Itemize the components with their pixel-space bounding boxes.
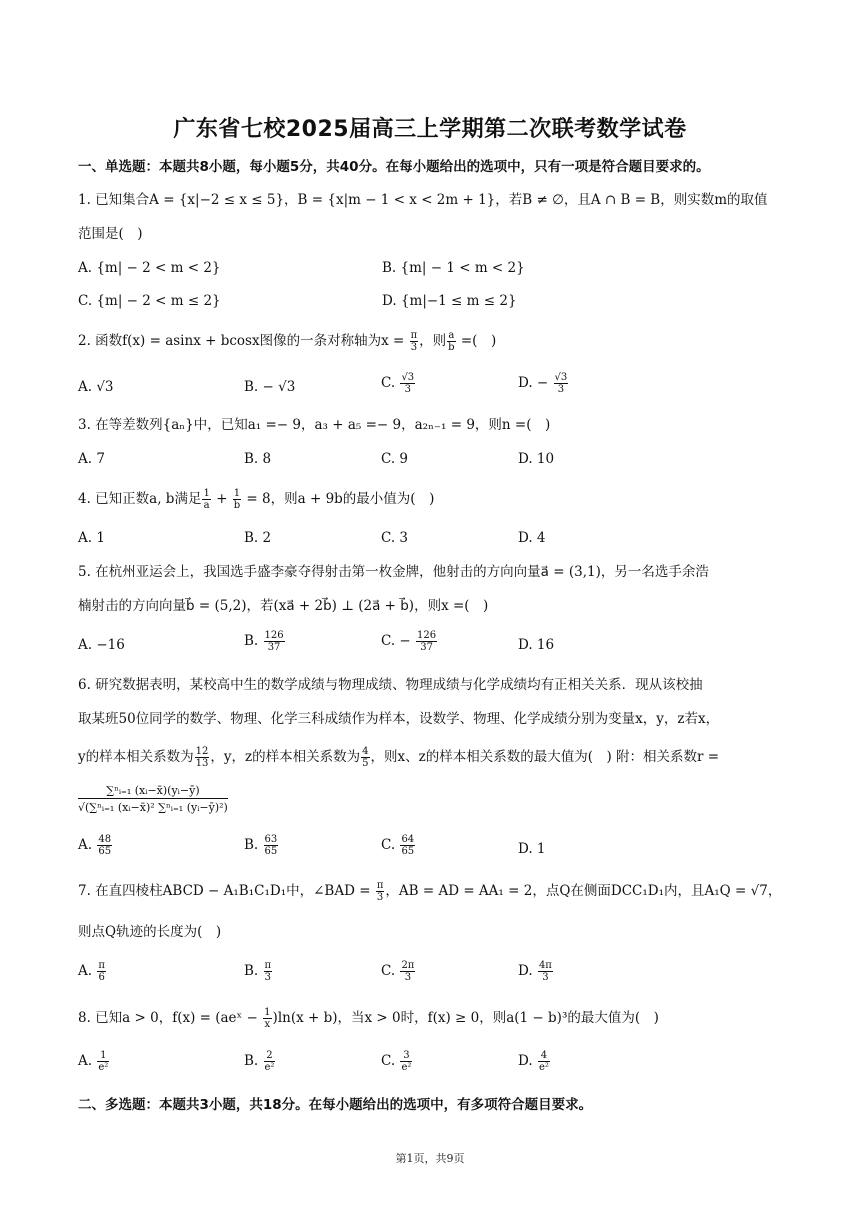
q8-a-den: e² bbox=[98, 1062, 109, 1073]
q5-option-b-frac bbox=[264, 630, 285, 653]
q2-option-c-label: C. bbox=[381, 375, 400, 391]
q5-option-c-label: C. − bbox=[381, 633, 416, 649]
q7-option-b-label: B. bbox=[244, 963, 263, 979]
q8-option-b bbox=[244, 1050, 276, 1073]
q8-c-den: e² bbox=[401, 1062, 412, 1073]
q8-a-num: 1 bbox=[97, 1050, 109, 1062]
question-6-line-1: 6. 研究数据表明，某校高中生的数学成绩与物理成绩、物理成绩与化学成绩均有正相关关系．现从该校抽 bbox=[78, 677, 703, 693]
q2-fraction-ratio bbox=[447, 330, 455, 353]
question-3: 3. 在等差数列{aₙ}中，已知a₁ =− 9，a₃ + a₅ =− 9，a₂ₙ₋₁ = 9，则n =( ) bbox=[78, 417, 551, 433]
page-number-footer: 第1页，共9页 bbox=[395, 1152, 465, 1165]
question-7-line-2: 则点Q轨迹的长度为( ) bbox=[78, 924, 222, 940]
q6-a-den: 65 bbox=[98, 846, 112, 857]
q6-option-b bbox=[244, 834, 279, 857]
q5-option-d: D. 16 bbox=[518, 637, 555, 653]
q7-option-d bbox=[518, 960, 554, 983]
q3-option-b: B. 8 bbox=[244, 451, 272, 467]
q1-option-d: D. {m|−1 ≤ m ≤ 2} bbox=[382, 293, 517, 309]
q8-option-d-label: D. bbox=[518, 1053, 537, 1069]
q7-f-den: 3 bbox=[376, 892, 384, 903]
q4-frac-2 bbox=[233, 488, 241, 511]
q3-option-c: C. 9 bbox=[381, 451, 409, 467]
q4-stem-end: = 8，则a + 9b的最小值为( ) bbox=[242, 491, 435, 507]
q2-option-d-label: D. − bbox=[518, 375, 553, 391]
question-6-line-2: 取某班50位同学的数学、物理、化学三科成绩作为样本，设数学、物理、化学成绩分别为变量x，y，z若x， bbox=[78, 711, 720, 727]
q5-option-b-label: B. bbox=[244, 633, 263, 649]
q4-option-a: A. 1 bbox=[78, 530, 105, 546]
q2-stem-mid: ，则 bbox=[419, 333, 447, 349]
q8-option-a-label: A. bbox=[78, 1053, 97, 1069]
q2-c-den: 3 bbox=[404, 384, 411, 395]
q7-option-a bbox=[78, 960, 107, 983]
q2-d-den: 3 bbox=[557, 384, 565, 395]
q4-option-d: D. 4 bbox=[518, 530, 546, 546]
q2-d-num: √3 bbox=[554, 372, 568, 383]
q7-b-num: π bbox=[264, 960, 272, 971]
q7-option-d-frac bbox=[538, 960, 553, 983]
q6-option-b-frac bbox=[264, 834, 279, 857]
q5-b-num: 126 bbox=[264, 630, 284, 641]
q6-frac-xy bbox=[195, 746, 210, 769]
q2-frac1-num: π bbox=[410, 330, 418, 341]
q6-f2-num: 4 bbox=[362, 746, 369, 757]
q6-frac-yz bbox=[361, 746, 369, 769]
section-2-heading: 二、多选题：本题共3小题，共18分。在每小题给出的选项中，有多项符合题目要求。 bbox=[78, 1097, 593, 1113]
q8-b-den: e² bbox=[264, 1062, 275, 1073]
q7-option-c-label: C. bbox=[381, 963, 400, 979]
q3-option-d: D. 10 bbox=[518, 451, 555, 467]
q8-option-c bbox=[381, 1050, 413, 1073]
q7-stem-end: ，AB = AD = AA₁ = 2，点Q在侧面DCC₁D₁内，且A₁Q = √7， bbox=[385, 883, 782, 899]
q6-option-a bbox=[78, 834, 113, 857]
q7-c-num: 2π bbox=[401, 960, 415, 971]
q7-option-b-frac bbox=[264, 960, 273, 983]
q7-option-d-label: D. bbox=[518, 963, 537, 979]
q4-f2-num: 1 bbox=[233, 488, 241, 499]
q5-c-den: 37 bbox=[420, 642, 433, 653]
q6-c-num: 64 bbox=[401, 834, 415, 845]
section-1-heading: 一、单选题：本题共8小题，每小题5分，共40分。在每小题给出的选项中，只有一项是符合题目要求的。 bbox=[78, 159, 710, 175]
q5-b-den: 37 bbox=[267, 642, 281, 653]
q8-frac-1-over-x bbox=[263, 1007, 271, 1030]
q7-c-den: 3 bbox=[404, 972, 412, 983]
q7-option-c-frac bbox=[400, 960, 415, 983]
q1-option-b: B. {m| − 1 < m < 2} bbox=[382, 260, 525, 276]
q8-option-d bbox=[518, 1050, 551, 1073]
q6-f1-num: 12 bbox=[195, 746, 209, 757]
q7-stem-start: 7. 在直四棱柱ABCD − A₁B₁C₁D₁中，∠BAD = bbox=[78, 883, 375, 899]
question-8 bbox=[78, 1007, 659, 1030]
q7-b-den: 3 bbox=[264, 972, 271, 983]
q6-line3-start: y的样本相关系数为 bbox=[78, 749, 194, 765]
q8-d-den: e² bbox=[538, 1062, 549, 1073]
q6-a-num: 48 bbox=[98, 834, 112, 845]
q8-option-a-frac bbox=[97, 1050, 109, 1073]
q4-frac-1 bbox=[202, 488, 210, 511]
q8-option-d-frac bbox=[538, 1050, 550, 1073]
correlation-formula bbox=[78, 784, 228, 814]
q2-option-a: A. √3 bbox=[78, 379, 114, 395]
q7-option-c bbox=[381, 960, 416, 983]
q8-option-c-label: C. bbox=[381, 1053, 400, 1069]
q5-option-c-frac bbox=[416, 630, 437, 653]
q8-f-den: x bbox=[264, 1019, 271, 1030]
q7-d-den: 3 bbox=[542, 972, 549, 983]
q6-f2-den: 5 bbox=[362, 758, 369, 769]
q8-stem-start: 8. 已知a > 0，f(x) = (aeˣ − bbox=[78, 1010, 263, 1026]
q5-c-num: 126 bbox=[417, 630, 437, 641]
q6-line3-end: ，则x、z的样本相关系数的最大值为( ) 附：相关系数r = bbox=[370, 749, 720, 765]
q2-option-c-frac bbox=[400, 372, 415, 395]
q5-option-a: A. −16 bbox=[78, 637, 125, 653]
q6-b-den: 65 bbox=[264, 846, 278, 857]
q6-f1-den: 13 bbox=[195, 758, 209, 769]
q8-option-a bbox=[78, 1050, 110, 1073]
q4-f1-num: 1 bbox=[203, 488, 210, 499]
q6-option-d: D. 1 bbox=[518, 841, 546, 857]
q8-option-b-frac bbox=[264, 1050, 276, 1073]
q4-f2-den: b bbox=[233, 500, 241, 511]
q2-fraction-axis bbox=[410, 330, 419, 353]
formula-denominator: √(∑ⁿᵢ₌₁ (xᵢ−x̄)² ∑ⁿᵢ₌₁ (yᵢ−ȳ)²) bbox=[78, 801, 228, 814]
q8-option-c-frac bbox=[400, 1050, 412, 1073]
question-1-line-2: 范围是( ) bbox=[78, 226, 143, 242]
q4-stem-start: 4. 已知正数a, b满足 bbox=[78, 491, 202, 507]
q7-option-a-label: A. bbox=[78, 963, 97, 979]
question-4 bbox=[78, 488, 434, 511]
q2-option-b: B. − √3 bbox=[244, 379, 296, 395]
q2-option-d bbox=[518, 372, 569, 395]
q2-option-c bbox=[381, 372, 416, 395]
q2-stem-end: =( ) bbox=[456, 333, 497, 349]
q5-option-b bbox=[244, 630, 286, 653]
q8-option-b-label: B. bbox=[244, 1053, 263, 1069]
q8-stem-end: )ln(x + b)，当x > 0时，f(x) ≥ 0，则a(1 − b)³的最大值为( ) bbox=[272, 1010, 659, 1026]
q6-option-a-label: A. bbox=[78, 837, 97, 853]
q1-option-c: C. {m| − 2 < m ≤ 2} bbox=[78, 293, 221, 309]
q2-stem-start: 2. 函数f(x) = asinx + bcosx图像的一条对称轴为x = bbox=[78, 333, 409, 349]
q6-option-c-frac bbox=[400, 834, 415, 857]
q4-option-c: C. 3 bbox=[381, 530, 409, 546]
q6-option-c-label: C. bbox=[381, 837, 400, 853]
question-6-line-3 bbox=[78, 746, 719, 769]
q6-b-num: 63 bbox=[264, 834, 278, 845]
q8-d-num: 4 bbox=[538, 1050, 550, 1062]
question-1-line-1: 1. 已知集合A = {x|−2 ≤ x ≤ 5}，B = {x|m − 1 < x < 2m + 1}，若B ≠ ∅，且A ∩ B = B，则实数m的取值 bbox=[78, 192, 768, 208]
q4-option-b: B. 2 bbox=[244, 530, 272, 546]
question-5-line-2: 楠射击的方向向量b⃗ = (5,2)，若(xa⃗ + 2b⃗) ⊥ (2a⃗ + b⃗)，则x =( ) bbox=[78, 598, 489, 614]
q2-frac2-num: a bbox=[448, 330, 455, 341]
q8-b-num: 2 bbox=[264, 1050, 276, 1062]
q2-option-d-frac bbox=[554, 372, 569, 395]
q7-d-num: 4π bbox=[538, 960, 552, 971]
q5-option-c bbox=[381, 630, 438, 653]
q7-a-num: π bbox=[98, 960, 105, 971]
exam-title: 广东省七校2025届高三上学期第二次联考数学试卷 bbox=[173, 117, 687, 142]
formula-numerator: ∑ⁿᵢ₌₁ (xᵢ−x̄)(yᵢ−ȳ) bbox=[78, 784, 228, 799]
question-2 bbox=[78, 330, 496, 353]
question-7-line-1 bbox=[78, 880, 781, 903]
q7-f-num: π bbox=[376, 880, 384, 891]
q7-frac-angle bbox=[376, 880, 385, 903]
q6-option-c bbox=[381, 834, 416, 857]
q7-a-den: 6 bbox=[98, 972, 105, 983]
q7-option-a-frac bbox=[97, 960, 106, 983]
q6-option-a-frac bbox=[97, 834, 112, 857]
q2-frac1-den: 3 bbox=[410, 342, 418, 353]
q8-f-num: 1 bbox=[264, 1007, 271, 1018]
q4-f1-den: a bbox=[203, 500, 210, 511]
q6-line3-mid: ，y，z的样本相关系数为 bbox=[210, 749, 361, 765]
q4-plus: + bbox=[211, 491, 232, 507]
q2-c-num: √3 bbox=[401, 372, 415, 383]
q8-c-num: 3 bbox=[400, 1050, 412, 1062]
q7-option-b bbox=[244, 960, 273, 983]
question-5-line-1: 5. 在杭州亚运会上，我国选手盛李豪夺得射击第一枚金牌，他射击的方向向量a⃗ = (3,1)，另一名选手余浩 bbox=[78, 564, 709, 580]
q3-option-a: A. 7 bbox=[78, 451, 105, 467]
q2-frac2-den: b bbox=[448, 342, 455, 353]
q6-option-b-label: B. bbox=[244, 837, 263, 853]
q1-option-a: A. {m| − 2 < m < 2} bbox=[78, 260, 221, 276]
q6-c-den: 65 bbox=[401, 846, 415, 857]
